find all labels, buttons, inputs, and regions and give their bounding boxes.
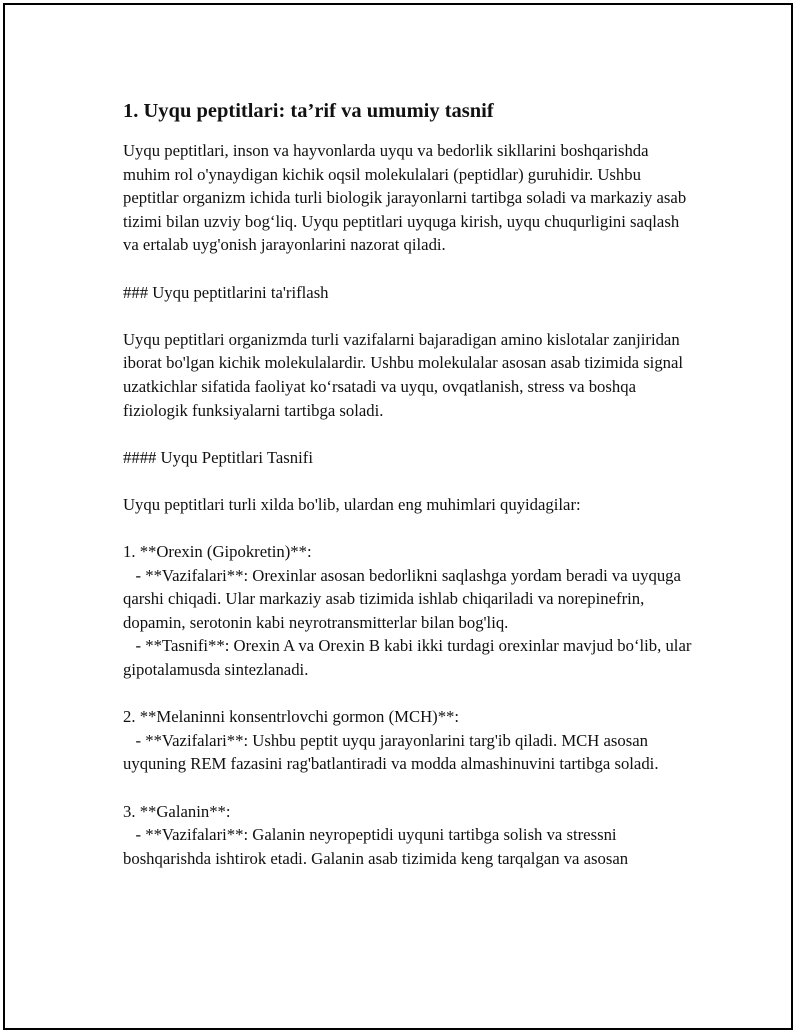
page-frame bbox=[3, 3, 793, 1030]
page-title: 1. Uyqu peptitlari: ta’rif va umumiy tasnif bbox=[123, 100, 494, 122]
paragraph-gap bbox=[123, 682, 693, 706]
list-item-orexin: 1. **Orexin (Gipokretin)**: - **Vazifalari**: Orexinlar asosan bedorlikni saqlashga yordam beradi va uyquga qarshi chiqadi. Ular markaziy asab tizimida ishlab chiqariladi va norepinefrin, dopamin, serotonin kabi neyrotransmitterlar bilan bog'liq. - **Tasnifi**: Orexin A va Orexin B kabi ikki turdagi orexinlar mavjud bo‘lib, ular gipotalamusda sintezlanadi. bbox=[123, 542, 692, 680]
list-item-galanin: 3. **Galanin**: - **Vazifalari**: Galanin neyropeptidi uyquni tartibga solish va stressni boshqarishda ishtirok etadi. Galanin asab tizimida keng tarqalgan va asosan bbox=[123, 801, 629, 868]
paragraph-gap bbox=[123, 517, 693, 541]
paragraph-gap bbox=[123, 304, 693, 328]
document-body bbox=[123, 97, 693, 870]
paragraph-gap bbox=[123, 469, 693, 493]
paragraph-gap bbox=[123, 776, 693, 800]
subheading-definition: ### Uyqu peptitlarini ta'riflash bbox=[123, 282, 329, 302]
intro-paragraph: Uyqu peptitlari, inson va hayvonlarda uyqu va bedorlik sikllarini boshqarishda muhim rol o'ynaydigan kichik oqsil molekulalari (peptidlar) guruhidir. Ushbu peptitlar organizm ichida turli biologik jarayonlarni tartibga soladi va markaziy asab tizimi bilan uzviy bog‘liq. Uyqu peptitlari uyquga kirish, uyqu chuqurligini saqlash va ertalab uyg'onish jarayonlarini nazorat qiladi. bbox=[123, 141, 691, 255]
list-item-mch: 2. **Melaninni konsentrlovchi gormon (MCH)**: - **Vazifalari**: Ushbu peptit uyqu jarayonlarini targ'ib qiladi. MCH asosan uyquning REM fazasini rag'batlantiradi va modda almashinuvini tartibga soladi. bbox=[123, 707, 659, 774]
paragraph-gap bbox=[123, 422, 693, 446]
paragraph-gap bbox=[123, 257, 693, 281]
definition-paragraph: Uyqu peptitlari organizmda turli vazifalarni bajaradigan amino kislotalar zanjiridan iborat bo'lgan kichik molekulalardir. Ushbu molekulalar asosan asab tizimida signal uzatkichlar sifatida faoliyat ko‘rsatadi va uyqu, ovqatlanish, stress va boshqa fiziologik funksiyalarni tartibga soladi. bbox=[123, 329, 688, 420]
subheading-classification: #### Uyqu Peptitlari Tasnifi bbox=[123, 447, 313, 467]
classification-intro: Uyqu peptitlari turli xilda bo'lib, ulardan eng muhimlari quyidagilar: bbox=[123, 494, 581, 514]
